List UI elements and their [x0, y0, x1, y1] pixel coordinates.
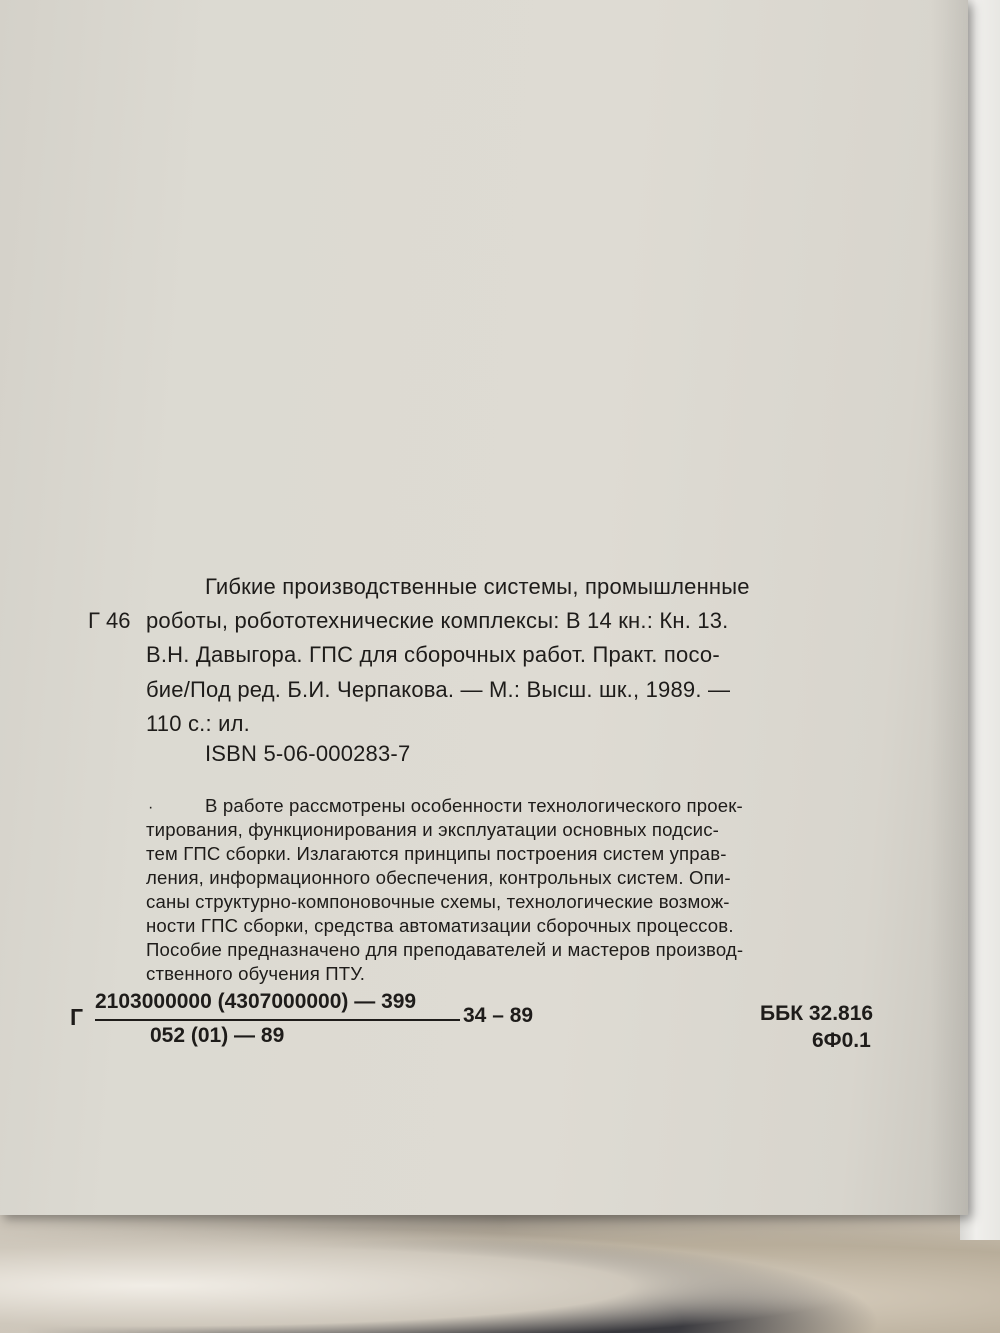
annotation-line: тем ГПС сборки. Излагаются принципы построения систем управ-	[146, 843, 727, 864]
biblio-line: Гибкие производственные системы, промышленные	[205, 574, 750, 599]
bullet-mark: ·	[148, 799, 154, 816]
imprint-denominator: 052 (01) — 89	[150, 1024, 285, 1047]
fraction-line	[95, 1019, 460, 1021]
biblio-line: бие/Под ред. Б.И. Черпакова. — М.: Высш. шк., 1989. —	[146, 677, 731, 702]
annotation-line: ности ГПС сборки, средства автоматизации сборочных процессов.	[146, 915, 734, 936]
biblio-line: 110 с.: ил.	[146, 711, 250, 736]
bbk-index: ББК 32.816	[760, 1002, 874, 1025]
biblio-line: В.Н. Давыгора. ГПС для сборочных работ. Практ. посо-	[146, 642, 720, 667]
bbk-code: 6Ф0.1	[812, 1029, 871, 1052]
biblio-line: роботы, робототехнические комплексы: В 14 кн.: Кн. 13.	[146, 608, 729, 633]
annotation-line: ственного обучения ПТУ.	[146, 963, 366, 984]
imprint-side-number: 34 – 89	[463, 1004, 534, 1027]
annotation-line: В работе рассмотрены особенности технологического проек-	[205, 795, 743, 816]
imprint-numerator: 2103000000 (4307000000) — 399	[95, 990, 417, 1013]
imprint-letter: Г	[70, 1004, 84, 1030]
annotation-line: Пособие предназначено для преподавателей и мастеров производ-	[146, 939, 744, 960]
annotation-line: саны структурно-компоновочные схемы, технологические возмож-	[146, 891, 730, 912]
isbn: ISBN 5-06-000283-7	[205, 741, 411, 766]
annotation-line: ления, информационного обеспечения, контрольных систем. Опи-	[146, 867, 731, 888]
classification-code: Г 46	[88, 608, 131, 633]
annotation-line: тирования, функционирования и эксплуатации основных подсис-	[146, 819, 719, 840]
fabric-background	[0, 1215, 1000, 1333]
